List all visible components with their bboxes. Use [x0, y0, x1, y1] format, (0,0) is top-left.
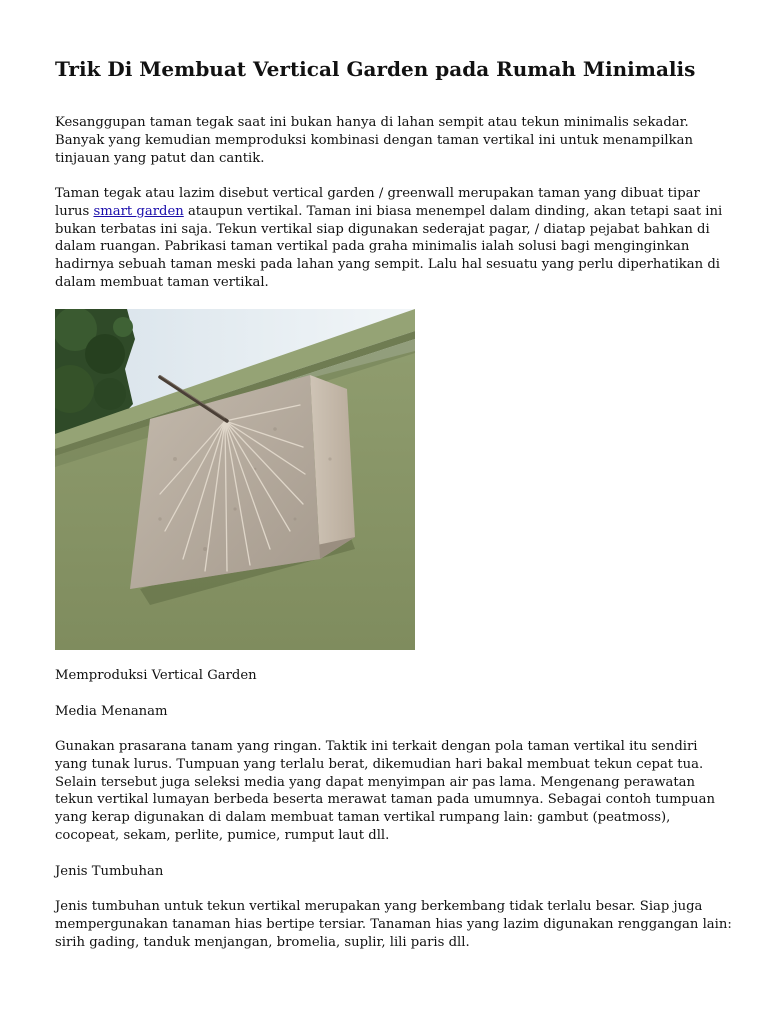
sundial-photo [55, 309, 415, 650]
text-line: dalam ruangan. Pabrikasi taman vertikal pada graha minimalis ialah solusi bagi menginginkan [55, 239, 690, 255]
heading-produce: Memproduksi Vertical Garden [55, 668, 257, 683]
article-title: Trik Di Membuat Vertical Garden pada Rumah Minimalis [55, 57, 696, 81]
smart-garden-link[interactable]: smart garden [93, 203, 184, 219]
text-line: Gunakan prasarana tanam yang ringan. Taktik ini terkait dengan pola taman vertikal itu sendiri [55, 739, 698, 754]
text-line: cocopeat, sekam, perlite, pumice, rumput laut dll. [55, 827, 390, 843]
text-line [55, 203, 723, 221]
text-line: Selain tersebut juga seleksi media yang dapat menyimpan air pas lama. Mengenang perawatan [55, 774, 696, 790]
intro-paragraph [55, 114, 720, 167]
text-fragment: ataupun vertikal. Taman ini biasa menempel dalam dinding, akan tetapi saat ini [183, 203, 723, 219]
text-line: Taman tegak atau lazim disebut vertical garden / greenwall merupakan taman yang dibuat tipar [55, 186, 700, 201]
text-line: Kesanggupan taman tegak saat ini bukan hanya di lahan sempit atau tekun minimalis sekadar. [55, 115, 689, 130]
text-line: dalam membuat taman vertikal. [55, 274, 269, 290]
plants-paragraph [55, 898, 732, 951]
text-line: Banyak yang kemudian memproduksi kombinasi dengan taman vertikal ini untuk menampilkan [55, 132, 693, 148]
text-fragment: lurus [55, 203, 94, 219]
text-line: hadirnya sebuah taman meski pada lahan yang sempit. Lalu hal sesuatu yang perlu diperhatikan di [55, 257, 720, 273]
text-line: yang tunak lurus. Tumpuan yang terlalu berat, dikemudian hari bakal membuat tekun cepat tua. [55, 756, 704, 772]
heading-media: Media Menanam [55, 704, 168, 719]
text-line: bukan terbatas ini saja. Tekun vertikal siap digunakan sederajat pagar, / diatap pejabat bahkan di [55, 221, 710, 237]
text-line: sirih gading, tanduk menjangan, bromelia, suplir, lili paris dll. [55, 934, 470, 950]
heading-plants: Jenis Tumbuhan [55, 864, 164, 879]
text-line: yang kerap digunakan di dalam membuat taman vertikal rumpang lain: gambut (peatmoss), [55, 810, 671, 826]
media-paragraph [55, 738, 720, 845]
text-line: tekun vertikal lumayan berbeda beserta merawat taman pada umumnya. Sebagai contoh tumpuan [55, 792, 715, 808]
text-line: mempergunakan tanaman hias bertipe tersiar. Tanaman hias yang lazim digunakan renggangan lain: [55, 916, 732, 932]
text-line: Jenis tumbuhan untuk tekun vertikal merupakan yang berkembang tidak terlalu besar. Siap juga [55, 899, 703, 914]
text-line: tinjauan yang patut dan cantik. [55, 150, 265, 166]
definition-paragraph [55, 185, 723, 292]
